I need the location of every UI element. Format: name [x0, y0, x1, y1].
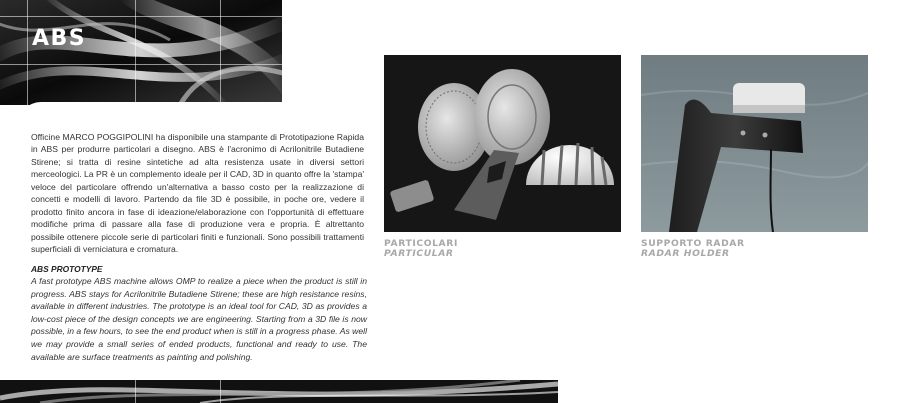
parts-illustration: [384, 55, 621, 232]
grid-line: [220, 380, 221, 403]
footer-banner: [0, 380, 558, 403]
radar-illustration: [641, 55, 868, 232]
grid-line: [135, 380, 136, 403]
grid-line: [0, 16, 282, 17]
photo-caption: [384, 239, 458, 259]
body-text-english: A fast prototype ABS machine allows OMP to realize a piece when the product is still in progress. ABS stays for Acrilonitrile Butadiene Stirene; these are high resistance resins, available in different industries. The prototype is an ideal tool for CAD, 3D as provides a low-cost piece of the design concepts we are engineering. Starting from a 3D file is now possible, in a few hours, to see the end product when is still in a progress phase. As well we may provide a small series of ended products, functional and ready to use. The available are surface treatments as painting and polishing.: [31, 276, 367, 362]
photo-parts: [384, 55, 621, 232]
caption-english: RADAR HOLDER: [641, 248, 730, 259]
caption-italian: SUPPORTO RADAR: [641, 238, 745, 249]
page-title: ABS: [32, 26, 87, 51]
swirl-pattern: [0, 380, 558, 403]
photo-caption: [641, 239, 745, 259]
caption-english: PARTICULAR: [384, 248, 454, 259]
grid-line: [0, 64, 282, 65]
photo-radar-holder: [641, 55, 868, 232]
section-heading: ABS PROTOTYPE: [31, 264, 103, 274]
body-text-italian: Officine MARCO POGGIPOLINI ha disponibile una stampante di Prototipazione Rapida in ABS per produrre particolari a disegno. ABS è l'acronimo di Acrilonitrile Butadiene Stirene; si tratta di resine sintetiche ad alta resistenza usate in diversi settori merceologici. La PR è un complemento ideale per il CAD, 3D in quanto offre la 'stampa' veloce del particolare offrendo un'alternativa a basso costo per la realizzazione di concetti e modelli di lavoro. Partendo da file 3D è possibile, in poche ore, vedere il prodotto finito ancora in fase di ideazione/elaborazione con l'opportunità di effettuare modifiche prima di passare alla fase di produzione vera e propria. È altrettanto possibile ottenere piccole serie di particolari finiti e funzionali. Sono possibili trattamenti superficiali di verniciatura e cromatura.: [31, 132, 364, 255]
header-banner: [0, 0, 282, 105]
caption-italian: PARTICOLARI: [384, 238, 458, 249]
